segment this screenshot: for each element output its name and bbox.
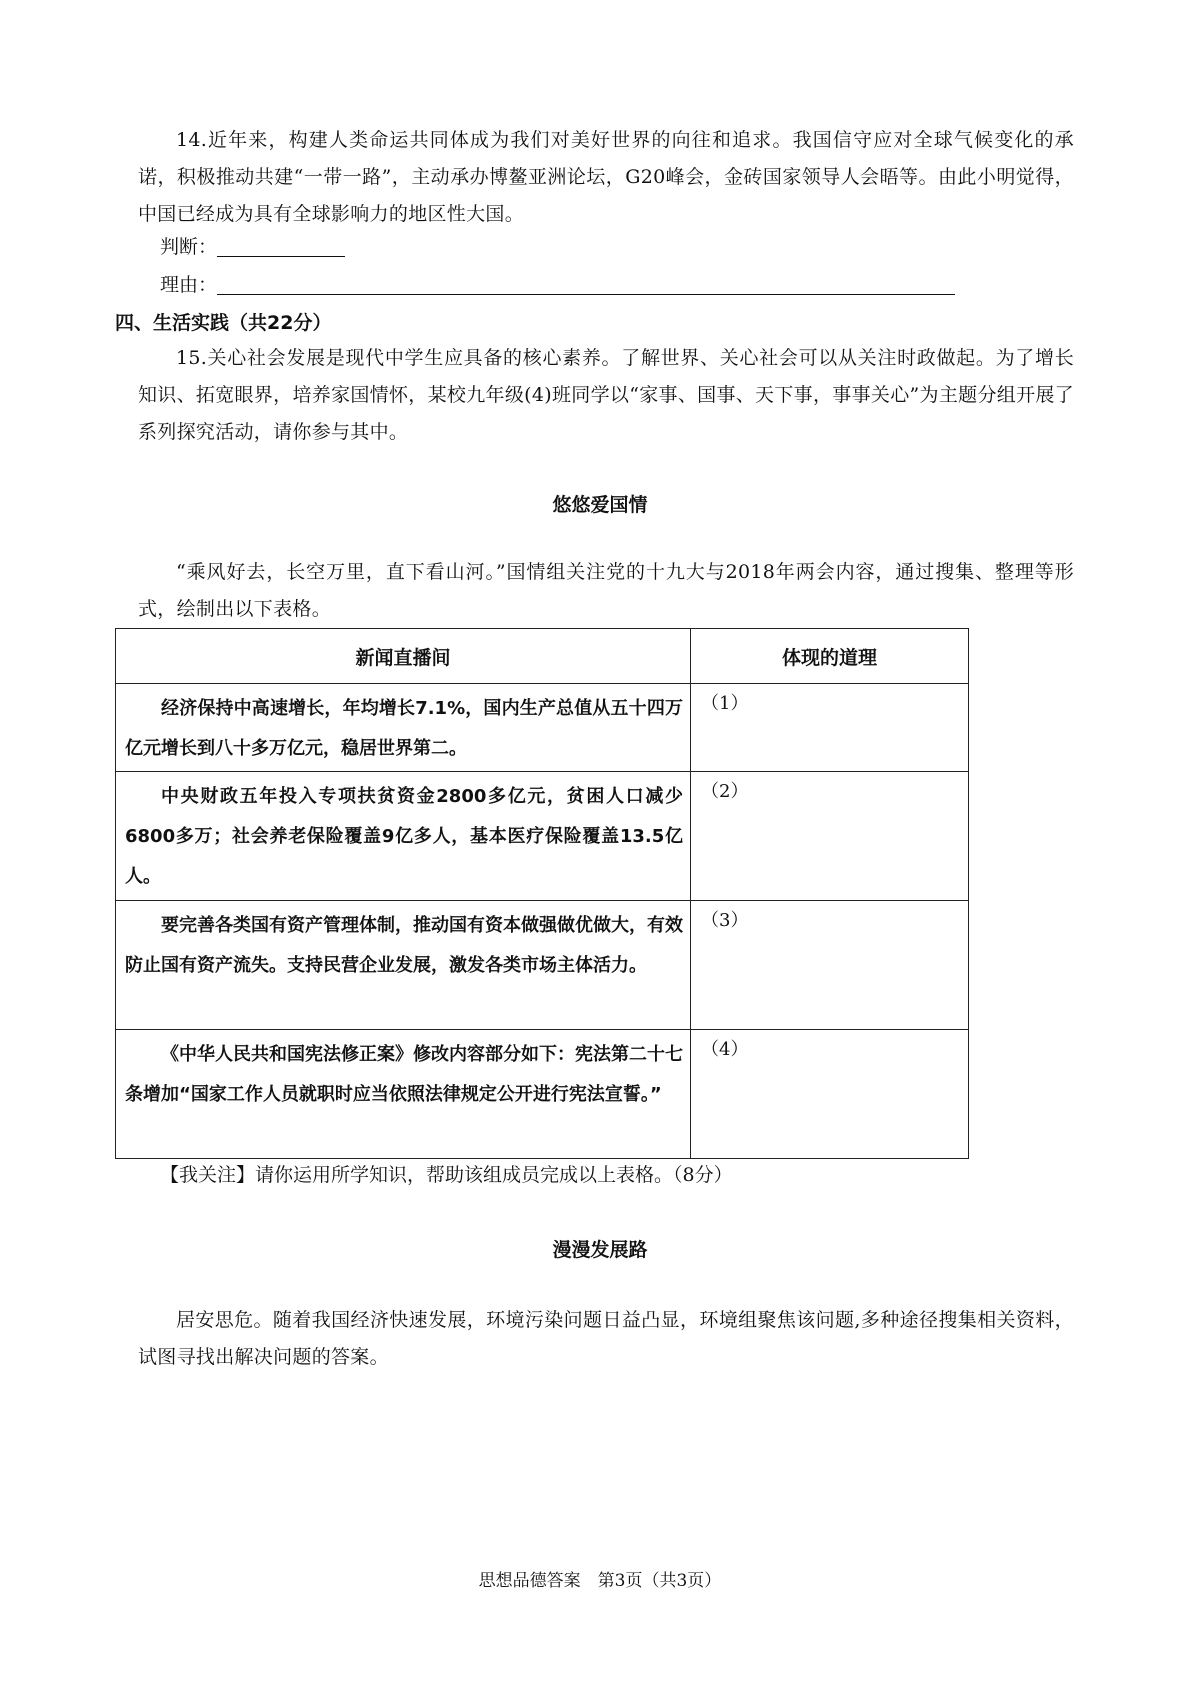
reason-line (160, 270, 955, 300)
question-15-text: 15.关心社会发展是现代中学生应具备的核心素养。了解世界、关心社会可以从关注时政做起。为了增长知识、拓宽眼界，培养家国情怀，某校九年级(4)班同学以“家事、国事、天下事，事事关心”为主题分组开展了系列探究活动，请你参与其中。 (138, 347, 1074, 443)
part-1-title: 悠悠爱国情 (552, 494, 648, 516)
page-footer: 思想品德答案 第3页（共3页） (478, 1571, 722, 1591)
table-row (116, 772, 969, 901)
table-row (116, 684, 969, 772)
answer-cell[interactable] (691, 684, 969, 772)
answer-number: （4） (701, 1039, 749, 1060)
section-4-heading: 四、生活实践（共22分） (115, 312, 332, 334)
judge-line (160, 232, 345, 262)
news-text: 中央财政五年投入专项扶贫资金2800多亿元，贫困人口减少6800多万；社会养老保险覆盖9亿多人，基本医疗保险覆盖13.5亿人。 (125, 786, 683, 887)
judge-label: 判断： (160, 236, 218, 258)
answer-number: （3） (701, 910, 749, 931)
header-principle: 体现的道理 (691, 629, 969, 684)
judge-blank[interactable] (217, 234, 345, 257)
part-2-intro: 居安思危。随着我国经济快速发展，环境污染问题日益凸显，环境组聚焦该问题,多种途径搜集相关资料，试图寻找出解决问题的答案。 (138, 1309, 1074, 1368)
news-text: 经济保持中高速增长，年均增长7.1%，国内生产总值从五十四万亿元增长到八十多万亿元，稳居世界第二。 (125, 698, 683, 759)
part-1-task: 【我关注】请你运用所学知识，帮助该组成员完成以上表格。（8分） (160, 1164, 733, 1186)
news-cell (116, 901, 691, 1030)
news-table (115, 628, 969, 1159)
news-text: 《中华人民共和国宪法修正案》修改内容部分如下：宪法第二十七条增加“国家工作人员就职时应当依照法律规定公开进行宪法宣誓。” (125, 1044, 683, 1105)
answer-cell[interactable] (691, 901, 969, 1030)
question-14-text: 14.近年来，构建人类命运共同体成为我们对美好世界的向往和追求。我国信守应对全球气候变化的承诺，积极推动共建“一带一路”，主动承办博鳌亚洲论坛，G20峰会，金砖国家领导人会晤等。由此小明觉得，中国已经成为具有全球影响力的地区性大国。 (138, 129, 1074, 225)
answer-number: （2） (701, 781, 749, 802)
table-row (116, 1030, 969, 1159)
answer-number: （1） (701, 693, 749, 714)
answer-cell[interactable] (691, 1030, 969, 1159)
table-row (116, 901, 969, 1030)
part-1-intro: “乘风好去，长空万里，直下看山河。”国情组关注党的十九大与2018年两会内容，通过搜集、整理等形式，绘制出以下表格。 (138, 561, 1074, 620)
news-cell (116, 772, 691, 901)
answer-cell[interactable] (691, 772, 969, 901)
reason-label: 理由： (160, 274, 218, 296)
news-cell (116, 684, 691, 772)
reason-blank[interactable] (217, 272, 955, 295)
part-2-title: 漫漫发展路 (552, 1239, 648, 1261)
table-header-row (116, 629, 969, 684)
news-text: 要完善各类国有资产管理体制，推动国有资本做强做优做大，有效防止国有资产流失。支持民营企业发展，激发各类市场主体活力。 (125, 915, 683, 976)
news-cell (116, 1030, 691, 1159)
header-news: 新闻直播间 (116, 629, 691, 684)
